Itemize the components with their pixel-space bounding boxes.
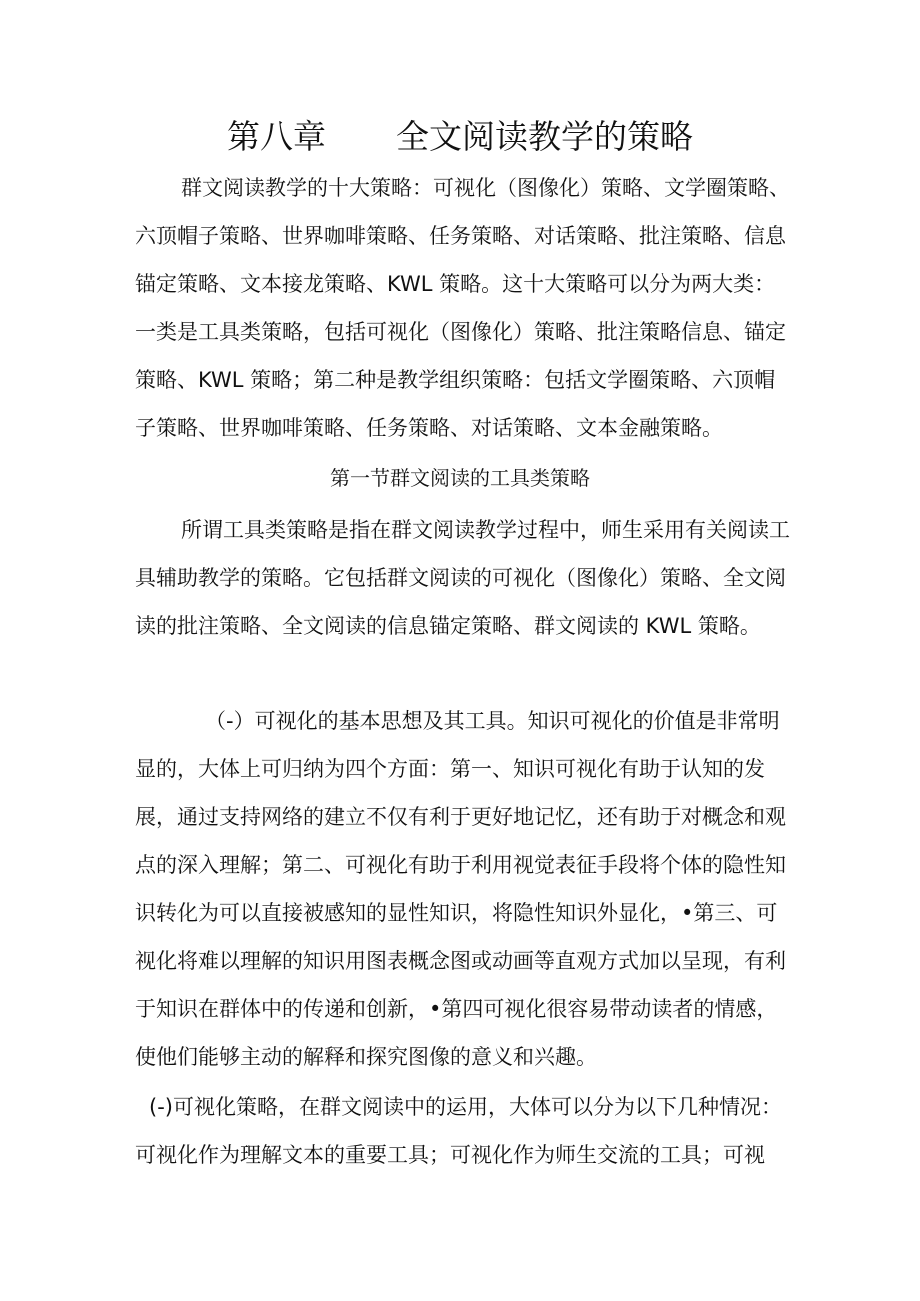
tools-definition-paragraph: 所谓工具类策略是指在群文阅读教学过程中，师生采用有关阅读工具辅助教学的策略。它包括群文阅读的可视化（图像化）策略、全文阅读的批注策略、全文阅读的信息锚定策略、群文阅读的 KWL 策略。 [135,518,790,638]
section-heading: 第一节群文阅读的工具类策略 [330,466,590,490]
intro-paragraph: 群文阅读教学的十大策略：可视化（图像化）策略、文学圈策略、六顶帽子策略、世界咖啡策略、任务策略、对话策略、批注策略、信息锚定策略、文本接龙策略、KWL 策略。这十大策略可以分为两大类：一类是工具类策略，包括可视化（图像化）策略、批注策略信息、锚定策略、KWL 策略；第二种是教学组织策略：包括文学圈策略、六顶帽子策略、世界咖啡策略、任务策略、对话策略、文本金融策略。 [135,176,790,440]
chapter-name: 全文阅读教学的策略 [396,117,693,156]
chapter-title [0,112,920,162]
visualization-usage-paragraph: (-)可视化策略，在群文阅读中的运用，大体可以分为以下几种情况：可视化作为理解文本的重要工具；可视化作为师生交流的工具；可视 [135,1095,782,1167]
chapter-number: 第八章 [227,117,326,156]
visualization-value-paragraph: （-）可视化的基本思想及其工具。知识可视化的价值是非常明显的，大体上可归纳为四个方面：第一、知识可视化有助于认知的发展，通过支持网络的建立不仅有利于更好地记忆，还有助于对概念和观点的深入理解；第二、可视化有助于利用视觉表征手段将个体的隐性知识转化为可以直接被感知的显性知识，将隐性知识外显化，•第三、可视化将难以理解的知识用图表概念图或动画等直观方式加以呈现，有利于知识在群体中的传递和创新，•第四可视化很容易带动读者的情感，使他们能够主动的解释和探究图像的意义和兴趣。 [135,709,786,1069]
